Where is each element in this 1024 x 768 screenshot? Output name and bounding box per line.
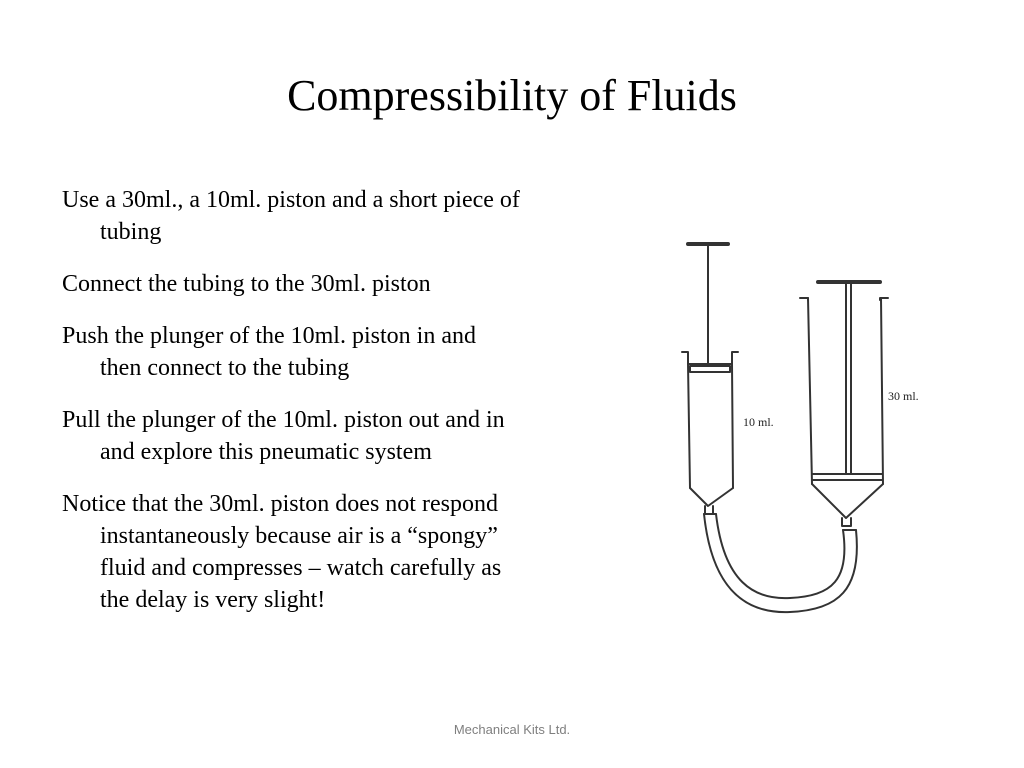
bullet-item: Push the plunger of the 10ml. piston in and then connect to the tubing xyxy=(62,323,476,381)
large-syringe xyxy=(800,282,888,526)
tubing xyxy=(704,514,857,612)
bullet-item: Connect the tubing to the 30ml. piston xyxy=(62,271,431,297)
small-syringe-label: 10 ml. xyxy=(743,415,774,429)
bullet-item: Pull the plunger of the 10ml. piston out and in and explore this pneumatic system xyxy=(62,407,505,465)
small-syringe xyxy=(682,244,738,514)
slide-title: Compressibility of Fluids xyxy=(287,71,737,120)
bullet-item: Notice that the 30ml. piston does not respond instantaneously because air is a “spongy” fluid and compresses – watch carefully as the delay is very slight! xyxy=(62,491,502,613)
bullet-item: Use a 30ml., a 10ml. piston and a short piece of tubing xyxy=(62,187,520,245)
large-syringe-label: 30 ml. xyxy=(888,389,919,403)
footer-text: Mechanical Kits Ltd. xyxy=(453,722,571,737)
syringe-diagram xyxy=(630,190,970,630)
bullet-list xyxy=(62,184,522,636)
